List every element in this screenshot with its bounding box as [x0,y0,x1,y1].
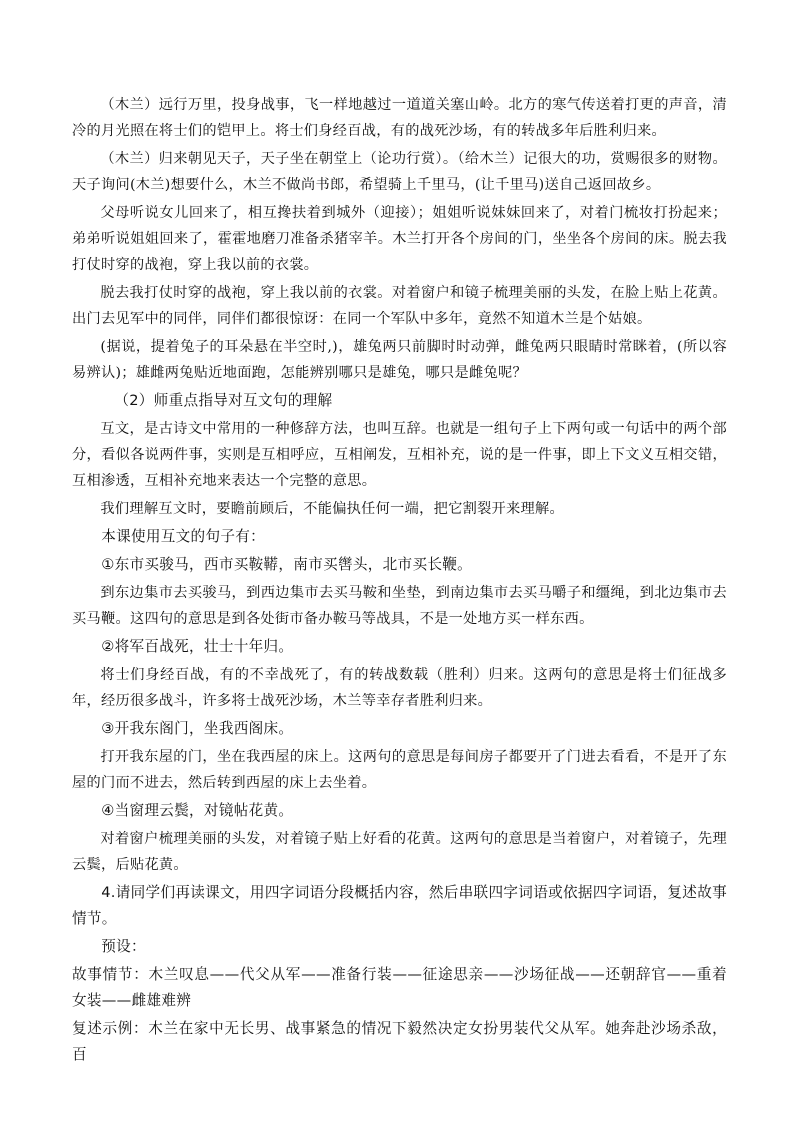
paragraph-huwen-definition: 互文，是古诗文中常用的一种修辞方法，也叫互辞。也就是一组句子上下两句或一句话中的两个部分，看似各说两件事，实则是互相呼应，互相阐发，互相补充，说的是一件事，即上下文义互相交错，互相渗透，互相补充地来表达一个完整的意思。 [72,421,727,489]
paragraph-translation-3: 父母听说女儿回来了，相互搀扶着到城外（迎接）；姐姐听说妹妹回来了，对着门梳妆打扮起来；弟弟听说姐姐回来了，霍霍地磨刀准备杀猪宰羊。木兰打开各个房间的门，坐坐各个房间的床。脱去我打仗时穿的战袍，穿上我以前的衣裳。 [72,205,727,273]
paragraph-translation-1: （木兰）远行万里，投身战事，飞一样地越过一道道关塞山岭。北方的寒气传送着打更的声音，清冷的月光照在将士们的铠甲上。将士们身经百战，有的战死沙场，有的转战多年后胜利归来。 [72,97,727,139]
huwen-explanation-1: 到东边集市去买骏马，到西边集市去买马鞍和坐垫，到南边集市去买马嚼子和缰绳，到北边集市去买马鞭。这四句的意思是到各处街市备办鞍马等战具，不是一处地方买一样东西。 [72,585,727,627]
section-heading-huwen: （2）师重点指导对互文句的理解 [114,392,333,409]
paragraph-huwen-intro: 本课使用互文的句子有： [101,528,266,545]
preset-label: 预设： [101,938,146,955]
huwen-explanation-4: 对着窗户梳理美丽的头发，对着镜子贴上好看的花黄。这两句的意思是当着窗户，对着镜子，先理云鬓，后贴花黄。 [72,831,727,873]
huwen-example-3: ③开我东阁门，坐我西阁床。 [101,720,294,737]
huwen-explanation-3: 打开我东屋的门，坐在我西屋的床上。这两句的意思是每间房子都要开了门进去看看，不是开了东屋的门而不进去，然后转到西屋的床上去坐着。 [72,749,727,791]
huwen-example-1: ①东市买骏马，西市买鞍鞯，南市买辔头，北市买长鞭。 [101,556,473,573]
paragraph-huwen-tip: 我们理解互文时，要瞻前顾后，不能偏执任何一端，把它割裂开来理解。 [100,501,564,517]
paragraph-translation-5: (据说，提着兔子的耳朵悬在半空时,)，雄兔两只前脚时时动弹，雌兔两只眼睛时常眯着，(所以容易辨认)；雄雌两兔贴近地面跑，怎能辨别哪只是雄兔，哪只是雌兔呢？ [72,339,727,381]
huwen-explanation-2: 将士们身经百战，有的不幸战死了，有的转战数载（胜利）归来。这两句的意思是将士们征战多年，经历很多战斗，许多将士战死沙场，木兰等幸存者胜利归来。 [72,667,727,709]
paragraph-translation-2: （木兰）归来朝见天子，天子坐在朝堂上（论功行赏）。（给木兰）记很大的功，赏赐很多的财物。天子询问(木兰)想要什么，木兰不做尚书郎，希望骑上千里马，(让千里马)送自己返回故乡。 [72,151,727,193]
paragraph-translation-4: 脱去我打仗时穿的战袍，穿上我以前的衣裳。对着窗户和镜子梳理美丽的头发，在脸上贴上花黄。出门去见军中的同伴，同伴们都很惊讶：在同一个军队中多年，竟然不知道木兰是个姑娘。 [72,285,727,327]
huwen-example-4: ④当窗理云鬓，对镜帖花黄。 [101,802,294,819]
story-plot: 故事情节：木兰叹息——代父从军——准备行装——征途思亲——沙场征战——还朝辞官——重着女装——雌雄难辨 [72,966,727,1009]
document-body [72,92,727,1070]
huwen-example-2: ②将军百战死，壮士十年归。 [101,638,294,655]
task-4-instruction: 4.请同学们再读课文，用四字词语分段概括内容，然后串联四字词语或依据四字词语，复述故事情节。 [72,884,727,927]
retell-example: 复述示例：木兰在家中无长男、战事紧急的情况下毅然决定女扮男装代父从军。她奔赴沙场杀敌，百 [72,1020,727,1063]
